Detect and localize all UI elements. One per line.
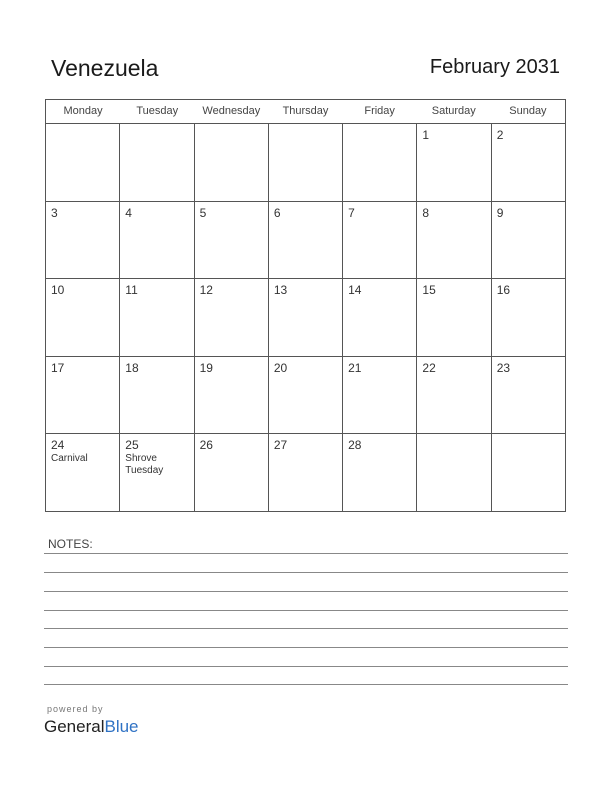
day-cell[interactable] bbox=[269, 124, 343, 201]
day-cell[interactable] bbox=[120, 124, 194, 201]
brand-general-text: General bbox=[44, 717, 105, 736]
note-line bbox=[44, 684, 568, 685]
day-cell[interactable] bbox=[417, 434, 491, 512]
weekday-thursday: Thursday bbox=[282, 105, 329, 117]
day-cell[interactable] bbox=[120, 357, 194, 434]
day-cell[interactable] bbox=[343, 124, 417, 201]
day-number: 2 bbox=[496, 128, 504, 142]
day-number: 8 bbox=[422, 205, 430, 220]
day-number: 6 bbox=[273, 205, 281, 220]
day-grid bbox=[46, 124, 565, 512]
day-cell[interactable] bbox=[120, 202, 194, 279]
weekday-header-row bbox=[46, 100, 565, 124]
day-cell[interactable] bbox=[343, 202, 417, 279]
generalblue-logo bbox=[44, 717, 139, 737]
note-line bbox=[44, 628, 568, 629]
day-number: 24 bbox=[51, 438, 65, 453]
day-number: 12 bbox=[199, 283, 213, 298]
day-cell[interactable] bbox=[195, 357, 269, 434]
day-cell[interactable] bbox=[343, 434, 417, 512]
day-number: 19 bbox=[199, 360, 213, 375]
weekday-tuesday: Tuesday bbox=[136, 105, 179, 117]
day-cell[interactable] bbox=[46, 357, 120, 434]
day-cell[interactable] bbox=[343, 279, 417, 356]
day-cell[interactable] bbox=[46, 202, 120, 279]
day-number: 25 bbox=[125, 438, 139, 453]
day-cell[interactable] bbox=[417, 357, 491, 434]
day-number: 18 bbox=[125, 360, 139, 375]
week-row bbox=[46, 202, 565, 280]
day-cell[interactable] bbox=[492, 202, 565, 279]
weekday-sunday: Sunday bbox=[509, 105, 547, 117]
holiday-label: Carnival bbox=[51, 453, 88, 465]
weekday-friday: Friday bbox=[364, 105, 395, 117]
day-number: 11 bbox=[125, 283, 138, 298]
note-line bbox=[44, 591, 568, 592]
week-row bbox=[46, 357, 565, 435]
day-number: 13 bbox=[273, 283, 288, 298]
day-cell[interactable] bbox=[343, 357, 417, 434]
day-cell[interactable] bbox=[492, 124, 565, 201]
day-number: 23 bbox=[496, 360, 511, 375]
day-number: 27 bbox=[273, 438, 288, 453]
day-cell[interactable] bbox=[195, 434, 269, 512]
brand-blue-text: Blue bbox=[104, 717, 139, 736]
notes-label: NOTES: bbox=[48, 537, 93, 551]
day-number: 22 bbox=[422, 360, 436, 375]
day-number: 3 bbox=[51, 205, 58, 220]
day-cell[interactable] bbox=[417, 202, 491, 279]
day-number: 28 bbox=[348, 438, 362, 453]
note-line bbox=[44, 610, 568, 611]
day-cell[interactable] bbox=[195, 124, 269, 201]
day-cell[interactable] bbox=[269, 202, 343, 279]
day-cell[interactable] bbox=[417, 279, 491, 356]
note-line bbox=[44, 572, 568, 573]
day-cell[interactable] bbox=[492, 279, 565, 356]
day-number: 21 bbox=[348, 360, 362, 375]
day-number: 14 bbox=[348, 283, 362, 298]
month-year-title: February 2031 bbox=[429, 56, 560, 78]
day-number: 17 bbox=[51, 360, 65, 375]
day-number: 5 bbox=[199, 205, 207, 220]
day-number: 26 bbox=[199, 438, 213, 453]
day-number: 1 bbox=[422, 128, 430, 142]
weekday-monday: Monday bbox=[63, 105, 103, 117]
calendar-grid bbox=[45, 99, 566, 512]
day-cell[interactable] bbox=[492, 357, 565, 434]
holiday-label: Shrove Tuesday bbox=[125, 453, 164, 477]
day-number: 9 bbox=[496, 205, 504, 220]
note-line bbox=[44, 553, 568, 554]
day-cell[interactable] bbox=[120, 434, 194, 512]
week-row bbox=[46, 124, 565, 202]
day-number: 7 bbox=[348, 205, 355, 220]
week-row bbox=[46, 434, 565, 512]
day-number: 15 bbox=[422, 283, 436, 298]
day-cell[interactable] bbox=[417, 124, 491, 201]
weekday-wednesday: Wednesday bbox=[202, 105, 261, 117]
powered-by-text: powered by bbox=[47, 704, 104, 714]
day-number: 10 bbox=[51, 283, 65, 298]
week-row bbox=[46, 279, 565, 357]
day-cell[interactable] bbox=[195, 202, 269, 279]
day-cell[interactable] bbox=[269, 357, 343, 434]
day-cell[interactable] bbox=[46, 124, 120, 201]
day-number: 4 bbox=[125, 205, 132, 220]
day-cell[interactable] bbox=[120, 279, 194, 356]
day-cell[interactable] bbox=[269, 279, 343, 356]
day-cell[interactable] bbox=[492, 434, 565, 512]
day-number: 16 bbox=[496, 283, 511, 298]
day-cell[interactable] bbox=[46, 434, 120, 512]
weekday-saturday: Saturday bbox=[431, 105, 476, 117]
day-cell[interactable] bbox=[46, 279, 120, 356]
note-line bbox=[44, 666, 568, 667]
day-cell[interactable] bbox=[269, 434, 343, 512]
day-number: 20 bbox=[273, 360, 288, 375]
day-cell[interactable] bbox=[195, 279, 269, 356]
note-line bbox=[44, 647, 568, 648]
country-title: Venezuela bbox=[51, 55, 159, 81]
